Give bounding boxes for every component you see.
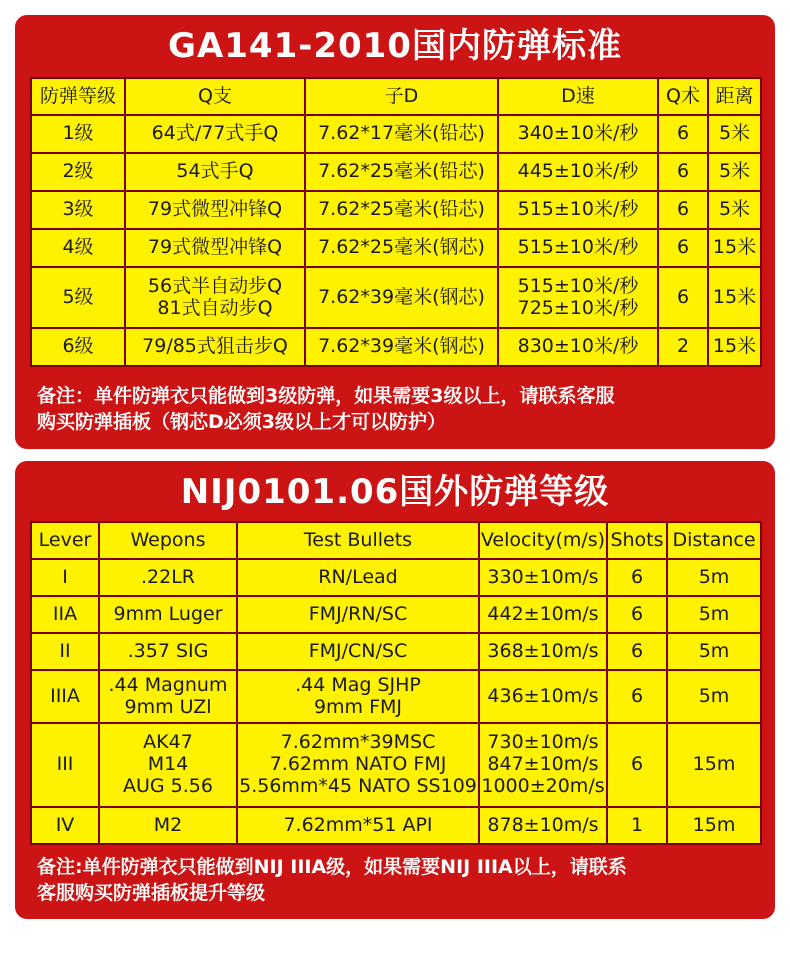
domestic-velocity-cell-text: 725±10米/秒 bbox=[517, 296, 639, 319]
domestic-column-header bbox=[31, 78, 125, 115]
domestic-column-header bbox=[708, 78, 761, 115]
nij-bullet-cell bbox=[237, 596, 479, 633]
domestic-bullet-cell bbox=[305, 153, 498, 191]
nij-velocity-cell-text: 878±10m/s bbox=[487, 813, 599, 836]
nij-distance-cell-text: 15m bbox=[692, 813, 736, 836]
nij-column-header bbox=[31, 522, 99, 559]
nij-weapon-cell-text: .44 Magnum bbox=[108, 673, 228, 696]
nij-velocity-cell bbox=[479, 807, 607, 844]
domestic-column-header-text: 防弹等级 bbox=[39, 84, 116, 107]
domestic-column-header-text: Q支 bbox=[198, 84, 232, 107]
domestic-column-header-text: 子D bbox=[384, 84, 419, 107]
domestic-distance-cell bbox=[708, 328, 761, 366]
nij-level-cell bbox=[31, 807, 99, 844]
domestic-distance-cell bbox=[708, 153, 761, 191]
domestic-distance-cell-text: 5米 bbox=[718, 160, 751, 183]
domestic-bullet-cell-text: 7.62*25毫米(铅芯) bbox=[318, 160, 485, 183]
nij-velocity-cell-text: 436±10m/s bbox=[487, 684, 599, 707]
nij-distance-cell-text: 5m bbox=[698, 684, 730, 707]
domestic-level-cell-text: 1级 bbox=[62, 122, 94, 145]
domestic-weapon-cell bbox=[125, 153, 305, 191]
domestic-bullet-cell bbox=[305, 191, 498, 229]
nij-bullet-cell-text: 5.56mm*45 NATO SS109 bbox=[239, 774, 477, 797]
nij-column-header bbox=[99, 522, 237, 559]
nij-shots-cell bbox=[607, 723, 667, 807]
nij-shots-cell-text: 6 bbox=[630, 565, 644, 588]
domestic-shots-cell-text: 6 bbox=[676, 122, 690, 145]
domestic-distance-cell-text: 15米 bbox=[712, 236, 757, 259]
nij-column-header-text: Lever bbox=[38, 528, 92, 551]
nij-column-header bbox=[479, 522, 607, 559]
nij-title: NIJ0101.06国外防弹等级 bbox=[180, 472, 610, 512]
nij-bullet-cell-text: 7.62mm NATO FMJ bbox=[269, 753, 447, 776]
nij-bullet-cell-text: .44 Mag SJHP bbox=[295, 673, 421, 696]
nij-weapon-cell bbox=[99, 596, 237, 633]
domestic-bullet-cell-text: 7.62*25毫米(钢芯) bbox=[318, 236, 485, 259]
nij-distance-cell bbox=[667, 807, 761, 844]
nij-bullet-cell-text: RN/Lead bbox=[318, 565, 398, 588]
nij-shots-cell-text: 6 bbox=[630, 602, 644, 625]
nij-distance-cell-text: 5m bbox=[698, 565, 730, 588]
nij-level-cell-text: II bbox=[59, 639, 71, 662]
domestic-distance-cell bbox=[708, 229, 761, 267]
nij-velocity-cell-text: 847±10m/s bbox=[487, 753, 599, 776]
domestic-header-row bbox=[31, 78, 761, 115]
domestic-column-header bbox=[305, 78, 498, 115]
nij-column-header-text: Velocity(m/s) bbox=[480, 528, 606, 551]
domestic-level-cell bbox=[31, 191, 125, 229]
domestic-table bbox=[30, 77, 762, 367]
nij-weapon-cell-text: 9mm Luger bbox=[113, 602, 223, 625]
nij-bullet-cell-text: FMJ/CN/SC bbox=[308, 639, 408, 662]
nij-velocity-cell-text: 442±10m/s bbox=[487, 602, 599, 625]
domestic-table-row bbox=[31, 191, 761, 229]
nij-weapon-cell bbox=[99, 723, 237, 807]
domestic-velocity-cell bbox=[498, 115, 658, 153]
nij-column-header-text: Shots bbox=[610, 528, 664, 551]
domestic-weapon-cell bbox=[125, 115, 305, 153]
domestic-velocity-cell-text: 515±10米/秒 bbox=[517, 236, 639, 259]
domestic-weapon-cell-text: 79式微型冲锋Q bbox=[147, 236, 283, 259]
domestic-level-cell-text: 2级 bbox=[62, 160, 94, 183]
domestic-column-header-text: D速 bbox=[561, 84, 595, 107]
nij-bullet-cell-text: 7.62mm*39MSC bbox=[280, 731, 436, 754]
nij-table-row bbox=[31, 670, 761, 723]
nij-level-cell-text: IIA bbox=[52, 602, 78, 625]
nij-shots-cell bbox=[607, 807, 667, 844]
domestic-shots-cell-text: 6 bbox=[676, 160, 690, 183]
nij-bullet-cell bbox=[237, 559, 479, 596]
nij-weapon-cell-text: AK47 bbox=[143, 731, 193, 754]
nij-velocity-cell bbox=[479, 559, 607, 596]
nij-level-cell-text: I bbox=[62, 565, 68, 588]
domestic-bullet-cell bbox=[305, 328, 498, 366]
nij-distance-cell bbox=[667, 596, 761, 633]
domestic-weapon-cell-text: 79式微型冲锋Q bbox=[147, 198, 283, 221]
domestic-weapon-cell-text: 56式半自动步Q bbox=[147, 274, 283, 297]
nij-distance-cell-text: 15m bbox=[692, 753, 736, 776]
domestic-note-line2: 购买防弹插板（钢芯D必须3级以上才可以防护） bbox=[37, 411, 446, 433]
domestic-note-line1: 备注：单件防弹衣只能做到3级防弹，如果需要3级以上，请联系客服 bbox=[37, 385, 615, 407]
nij-column-header-text: Wepons bbox=[130, 528, 206, 551]
domestic-velocity-cell-text: 515±10米/秒 bbox=[517, 198, 639, 221]
domestic-weapon-cell bbox=[125, 267, 305, 328]
nij-table bbox=[30, 521, 762, 845]
nij-table-row bbox=[31, 723, 761, 807]
domestic-distance-cell-text: 5米 bbox=[718, 122, 751, 145]
domestic-weapon-cell bbox=[125, 328, 305, 366]
domestic-weapon-cell-text: 54式手Q bbox=[176, 160, 254, 183]
nij-table-row bbox=[31, 596, 761, 633]
nij-bullet-cell-text: 9mm FMJ bbox=[313, 695, 403, 718]
domestic-table-row bbox=[31, 328, 761, 366]
nij-velocity-cell-text: 730±10m/s bbox=[487, 731, 599, 754]
domestic-velocity-cell-text: 830±10米/秒 bbox=[517, 335, 639, 358]
domestic-weapon-cell-text: 64式/77式手Q bbox=[151, 122, 279, 145]
nij-distance-cell bbox=[667, 723, 761, 807]
nij-distance-cell-text: 5m bbox=[698, 639, 730, 662]
domestic-level-cell bbox=[31, 229, 125, 267]
domestic-table-row bbox=[31, 267, 761, 328]
domestic-weapon-cell bbox=[125, 191, 305, 229]
domestic-velocity-cell bbox=[498, 191, 658, 229]
nij-column-header-text: Distance bbox=[672, 528, 756, 551]
domestic-title: GA141-2010国内防弹标准 bbox=[168, 26, 622, 66]
nij-header-row bbox=[31, 522, 761, 559]
domestic-level-cell-text: 5级 bbox=[62, 285, 94, 308]
nij-shots-cell-text: 6 bbox=[630, 639, 644, 662]
nij-shots-cell-text: 1 bbox=[630, 813, 644, 836]
domestic-distance-cell bbox=[708, 191, 761, 229]
domestic-velocity-cell-text: 340±10米/秒 bbox=[517, 122, 639, 145]
nij-column-header-text: Test Bullets bbox=[303, 528, 413, 551]
domestic-distance-cell-text: 15米 bbox=[712, 335, 757, 358]
domestic-level-cell-text: 6级 bbox=[62, 335, 94, 358]
nij-level-cell bbox=[31, 633, 99, 670]
nij-level-cell-text: IIIA bbox=[50, 684, 80, 707]
domestic-shots-cell bbox=[658, 115, 708, 153]
domestic-level-cell bbox=[31, 328, 125, 366]
nij-level-cell-text: IV bbox=[55, 813, 75, 836]
domestic-column-header-text: 距离 bbox=[715, 84, 754, 107]
nij-weapon-cell-text: .22LR bbox=[140, 565, 195, 588]
domestic-bullet-cell-text: 7.62*17毫米(铅芯) bbox=[318, 122, 485, 145]
domestic-note bbox=[37, 383, 763, 435]
domestic-weapon-cell-text: 81式自动步Q bbox=[157, 296, 273, 319]
nij-column-header bbox=[667, 522, 761, 559]
domestic-distance-cell-text: 5米 bbox=[718, 198, 751, 221]
domestic-level-cell bbox=[31, 153, 125, 191]
domestic-table-row bbox=[31, 229, 761, 267]
domestic-weapon-cell bbox=[125, 229, 305, 267]
domestic-velocity-cell bbox=[498, 267, 658, 328]
nij-level-cell bbox=[31, 596, 99, 633]
domestic-column-header bbox=[125, 78, 305, 115]
nij-weapon-cell-text: M14 bbox=[147, 753, 189, 776]
nij-weapon-cell bbox=[99, 633, 237, 670]
domestic-distance-cell bbox=[708, 115, 761, 153]
nij-velocity-cell-text: 1000±20m/s bbox=[481, 774, 605, 797]
domestic-column-header bbox=[658, 78, 708, 115]
domestic-velocity-cell bbox=[498, 229, 658, 267]
domestic-shots-cell bbox=[658, 229, 708, 267]
domestic-column-header bbox=[498, 78, 658, 115]
domestic-standard-panel bbox=[15, 15, 775, 449]
domestic-shots-cell-text: 2 bbox=[676, 335, 690, 358]
nij-shots-cell bbox=[607, 559, 667, 596]
nij-note bbox=[37, 854, 763, 906]
domestic-velocity-cell-text: 515±10米/秒 bbox=[517, 274, 639, 297]
nij-shots-cell bbox=[607, 670, 667, 723]
nij-table-row bbox=[31, 807, 761, 844]
domestic-shots-cell bbox=[658, 267, 708, 328]
nij-standard-panel bbox=[15, 461, 775, 919]
domestic-shots-cell-text: 6 bbox=[676, 236, 690, 259]
domestic-shots-cell-text: 6 bbox=[676, 285, 690, 308]
nij-weapon-cell bbox=[99, 670, 237, 723]
nij-distance-cell bbox=[667, 633, 761, 670]
nij-shots-cell bbox=[607, 633, 667, 670]
domestic-shots-cell-text: 6 bbox=[676, 198, 690, 221]
domestic-bullet-cell-text: 7.62*39毫米(钢芯) bbox=[318, 285, 485, 308]
domestic-table-row bbox=[31, 153, 761, 191]
nij-table-row bbox=[31, 559, 761, 596]
domestic-shots-cell bbox=[658, 328, 708, 366]
nij-weapon-cell-text: M2 bbox=[153, 813, 183, 836]
nij-table-row bbox=[31, 633, 761, 670]
nij-column-header bbox=[237, 522, 479, 559]
nij-shots-cell-text: 6 bbox=[630, 684, 644, 707]
nij-bullet-cell bbox=[237, 670, 479, 723]
nij-bullet-cell-text: 7.62mm*51 API bbox=[283, 813, 433, 836]
domestic-level-cell bbox=[31, 267, 125, 328]
domestic-bullet-cell bbox=[305, 115, 498, 153]
nij-shots-cell bbox=[607, 596, 667, 633]
domestic-level-cell-text: 3级 bbox=[62, 198, 94, 221]
nij-level-cell bbox=[31, 723, 99, 807]
domestic-bullet-cell-text: 7.62*39毫米(钢芯) bbox=[318, 335, 485, 358]
domestic-bullet-cell bbox=[305, 267, 498, 328]
domestic-level-cell-text: 4级 bbox=[62, 236, 94, 259]
nij-bullet-cell bbox=[237, 633, 479, 670]
domestic-shots-cell bbox=[658, 191, 708, 229]
nij-weapon-cell-text: .357 SIG bbox=[127, 639, 209, 662]
domestic-velocity-cell bbox=[498, 153, 658, 191]
nij-bullet-cell bbox=[237, 723, 479, 807]
domestic-bullet-cell-text: 7.62*25毫米(铅芯) bbox=[318, 198, 485, 221]
nij-velocity-cell-text: 368±10m/s bbox=[487, 639, 599, 662]
domestic-column-header-text: Q术 bbox=[666, 84, 700, 107]
domestic-weapon-cell-text: 79/85式狙击步Q bbox=[142, 335, 288, 358]
nij-distance-cell-text: 5m bbox=[698, 602, 730, 625]
nij-weapon-cell-text: AUG 5.56 bbox=[123, 774, 213, 797]
nij-weapon-cell bbox=[99, 807, 237, 844]
nij-velocity-cell bbox=[479, 723, 607, 807]
nij-distance-cell bbox=[667, 670, 761, 723]
nij-note-line2: 客服购买防弹插板提升等级 bbox=[37, 882, 266, 904]
nij-level-cell bbox=[31, 670, 99, 723]
domestic-velocity-cell bbox=[498, 328, 658, 366]
nij-bullet-cell-text: FMJ/RN/SC bbox=[308, 602, 408, 625]
nij-weapon-cell bbox=[99, 559, 237, 596]
nij-bullet-cell bbox=[237, 807, 479, 844]
nij-level-cell-text: III bbox=[56, 753, 74, 776]
domestic-bullet-cell bbox=[305, 229, 498, 267]
nij-velocity-cell bbox=[479, 596, 607, 633]
nij-note-line1: 备注:单件防弹衣只能做到NIJ IIIA级，如果需要NIJ IIIA以上，请联系 bbox=[37, 856, 627, 878]
domestic-level-cell bbox=[31, 115, 125, 153]
nij-weapon-cell-text: 9mm UZl bbox=[124, 695, 212, 718]
domestic-table-row bbox=[31, 115, 761, 153]
nij-column-header bbox=[607, 522, 667, 559]
nij-velocity-cell bbox=[479, 670, 607, 723]
domestic-distance-cell-text: 15米 bbox=[712, 285, 757, 308]
domestic-distance-cell bbox=[708, 267, 761, 328]
nij-velocity-cell-text: 330±10m/s bbox=[487, 565, 599, 588]
nij-distance-cell bbox=[667, 559, 761, 596]
nij-velocity-cell bbox=[479, 633, 607, 670]
nij-shots-cell-text: 6 bbox=[630, 753, 644, 776]
domestic-velocity-cell-text: 445±10米/秒 bbox=[517, 160, 639, 183]
nij-level-cell bbox=[31, 559, 99, 596]
domestic-shots-cell bbox=[658, 153, 708, 191]
